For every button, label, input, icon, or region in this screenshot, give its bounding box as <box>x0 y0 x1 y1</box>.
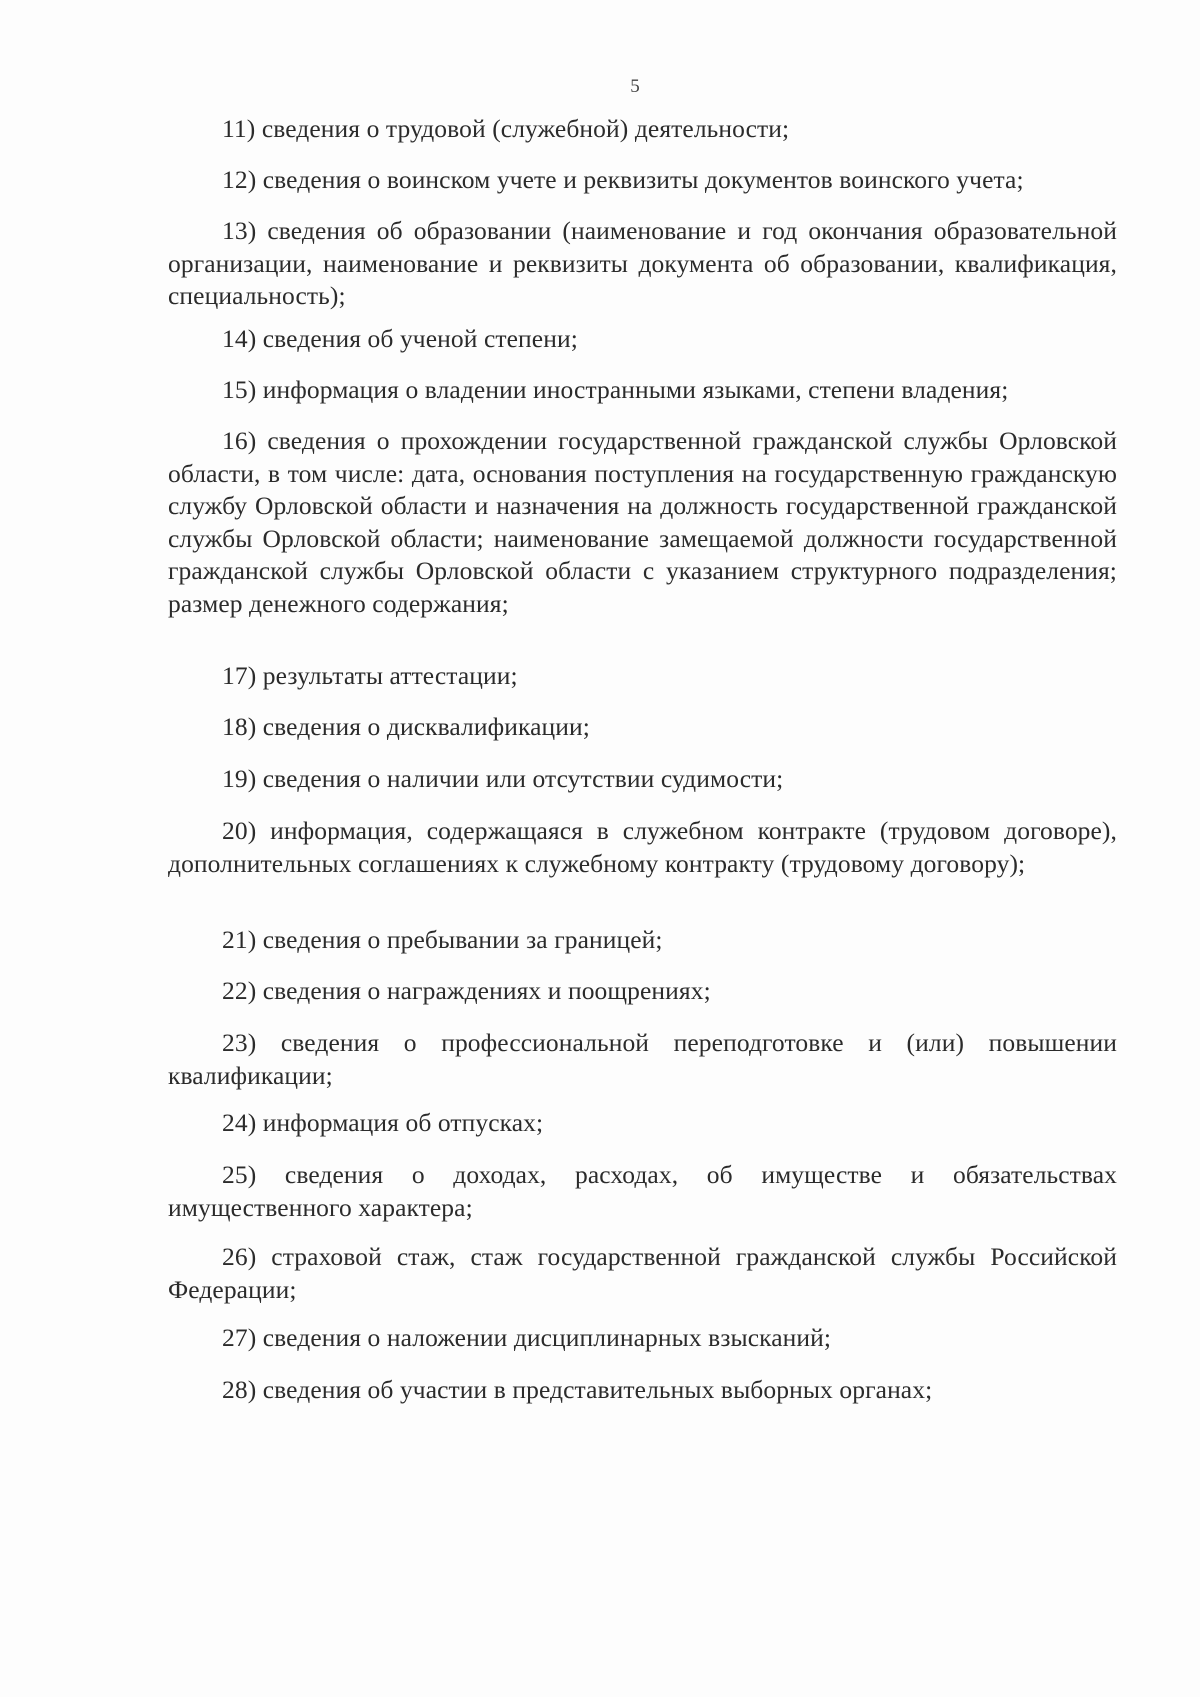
list-item-13: 13) сведения об образовании (наименование и год окончания образовательной организации, наименование и реквизиты документа об образовании, квалификация, специальность); <box>168 216 1117 310</box>
list-item-12: 12) сведения о воинском учете и реквизиты документов воинского учета; <box>222 165 1024 194</box>
list-item-14: 14) сведения об ученой степени; <box>222 324 578 353</box>
page-number: 5 <box>630 76 640 97</box>
list-item-25: 25) сведения о доходах, расходах, об имуществе и обязательствах имущественного характера; <box>168 1160 1117 1222</box>
list-item-24: 24) информация об отпусках; <box>222 1108 544 1137</box>
list-item-23: 23) сведения о профессиональной переподготовке и (или) повышении квалификации; <box>168 1028 1117 1090</box>
list-item-15: 15) информация о владении иностранными языками, степени владения; <box>222 375 1009 404</box>
list-item-26: 26) страховой стаж, стаж государственной гражданской службы Российской Федерации; <box>168 1242 1117 1304</box>
list-item-22: 22) сведения о награждениях и поощрениях; <box>222 976 711 1005</box>
list-item-27: 27) сведения о наложении дисциплинарных взысканий; <box>222 1323 832 1352</box>
list-item-11: 11) сведения о трудовой (служебной) деятельности; <box>222 114 790 143</box>
list-item-20: 20) информация, содержащаяся в служебном контракте (трудовом договоре), дополнительных соглашениях к служебному контракту (трудовому договору); <box>168 816 1117 878</box>
list-item-16: 16) сведения о прохождении государственной гражданской службы Орловской области, в том числе: дата, основания поступления на государственную гражданскую службу Орловской области и назначения на должность государственной гражданской службы Орловской области; наименование замещаемой должности государственной гражданской службы Орловской области с указанием структурного подразделения; размер денежного содержания; <box>168 426 1117 618</box>
list-item-19: 19) сведения о наличии или отсутствии судимости; <box>222 764 784 793</box>
list-item-21: 21) сведения о пребывании за границей; <box>222 925 663 954</box>
list-item-17: 17) результаты аттестации; <box>222 661 518 690</box>
list-item-18: 18) сведения о дисквалификации; <box>222 712 590 741</box>
list-item-28: 28) сведения об участии в представительных выборных органах; <box>222 1375 933 1404</box>
